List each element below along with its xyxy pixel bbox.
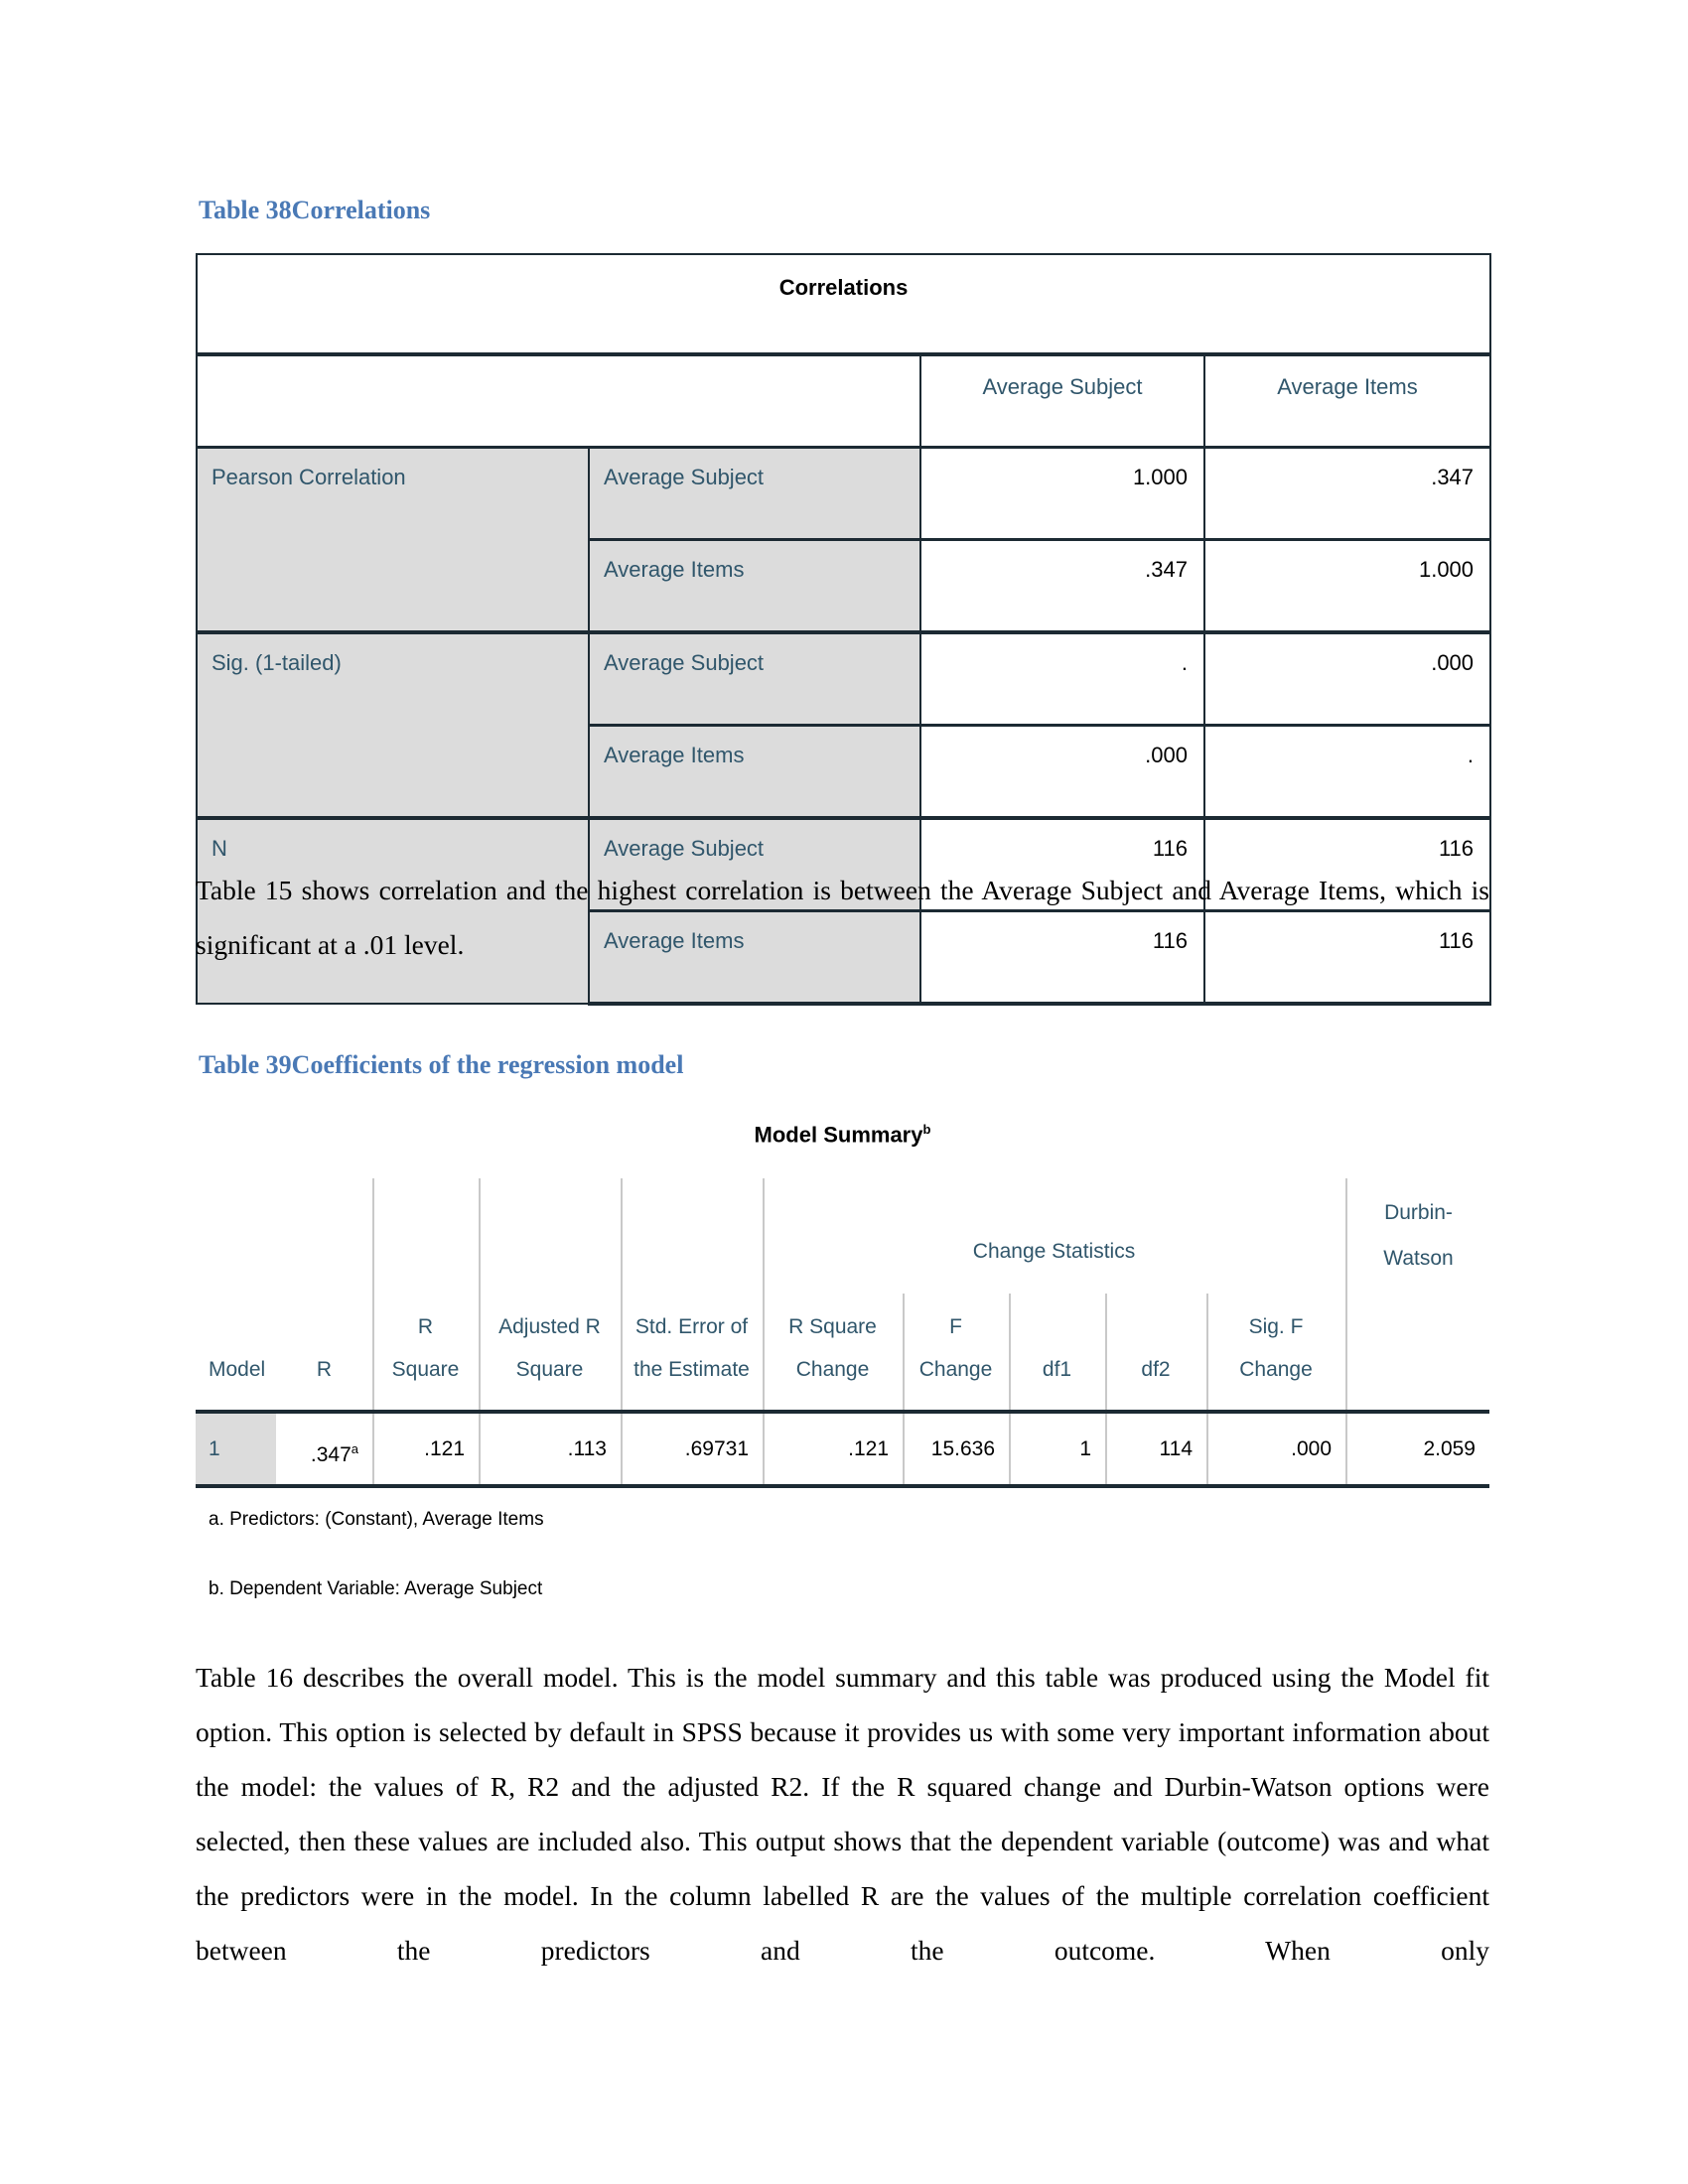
column-header-average-items: Average Items [1204,354,1490,448]
cell-value: 116 [1204,911,1490,1005]
model-summary-title [196,1122,1489,1148]
change-statistics-header: Change Statistics [972,1240,1136,1263]
heading-table-38: Table 38Correlations [199,196,431,224]
cell-value: .000 [920,726,1204,819]
column-header-df2: df2 [1141,1358,1171,1381]
cell-value: 116 [1204,818,1490,911]
table-row [197,632,1490,726]
durbin-watson-header [1347,1190,1489,1282]
corner-cell [197,354,920,448]
cell-value: .347 [920,540,1204,633]
title-superscript: b [922,1122,931,1137]
paragraph-correlation-note: Table 15 shows correlation and the highest correlation is between the Average Subject and Average Items, which is significant at a .01 level. [196,875,1489,960]
row-label: Average Subject [589,632,920,726]
paragraph-model-description: Table 16 describes the overall model. This is the model summary and this table was produced using the Model fit option. This option is selected by default in SPSS because it provides us with some very important information about the model: the values of R, R2 and the adjusted R2. If the R squared change and Durbin-Watson options were selected, then these values are included also. This output shows that the dependent variable (outcome) was and what the predictors were in the model. In the column labelled R are the values of the multiple correlation coefficient between the predictors and the outcome. When only [196,1662,1489,1966]
table-row [197,448,1490,540]
heading-table-39: Table 39Coefficients of the regression model [199,1050,684,1079]
model-row-label: 1 [196,1414,276,1484]
column-header-r-square: R Square [391,1315,460,1381]
cell-value: 116 [920,911,1204,1005]
cell-r: .347$^a$ [310,1441,358,1466]
cell-adjusted-r-square: .113 [567,1437,607,1460]
r-superscript: a [351,1441,358,1456]
cell-value: . [920,632,1204,726]
column-header-sig-f-change: Sig. F Change [1239,1315,1313,1381]
cell-std-error: .69731 [684,1437,749,1460]
cell-sig-f-change: .000 [1291,1437,1332,1460]
column-header-adjusted-r-square: Adjusted R Square [498,1315,601,1381]
table-row [197,254,1490,354]
column-header-average-subject: Average Subject [920,354,1204,448]
row-group-label-pearson: Pearson Correlation [197,448,589,633]
table-row [197,354,1490,448]
column-header-df1: df1 [1042,1358,1072,1381]
table-bottom-border [196,1484,1489,1488]
cell-df1: 1 [1079,1437,1091,1460]
row-group-label-n: N [197,818,589,1004]
model-summary-table [196,1178,1489,1488]
cell-value: . [1204,726,1490,819]
row-label: Average Subject [589,818,920,911]
cell-value: 116 [920,818,1204,911]
row-label: Average Subject [589,448,920,540]
cell-r-square: .121 [424,1437,465,1460]
cell-value: 1.000 [1204,540,1490,633]
cell-value: 1.000 [920,448,1204,540]
column-header-f-change: F Change [918,1315,993,1381]
column-header-r-square-change: R Square Change [788,1315,877,1381]
correlations-title: Correlations [197,254,1490,354]
model-summary-title-text: Model Summary [754,1122,923,1148]
cell-value: .000 [1204,632,1490,726]
column-header-r: R [316,1358,333,1381]
cell-f-change: 15.636 [930,1437,995,1460]
row-label: Average Items [589,540,920,633]
durbin-watson-line2: Watson [1383,1247,1454,1270]
cell-df2: 114 [1159,1437,1193,1460]
row-label: Average Items [589,726,920,819]
cell-r-square-change: .121 [848,1437,889,1460]
durbin-watson-line1: Durbin- [1384,1201,1453,1224]
column-header-std-error: Std. Error of the Estimate [633,1315,750,1381]
footnote-b: b. Dependent Variable: Average Subject [209,1578,543,1599]
cell-durbin-watson: 2.059 [1423,1437,1476,1460]
row-group-label-sig: Sig. (1-tailed) [197,632,589,818]
column-header-model: Model [209,1358,266,1381]
footnote-a: a. Predictors: (Constant), Average Items [209,1509,544,1530]
row-label: Average Items [589,911,920,1005]
cell-value: .347 [1204,448,1490,540]
